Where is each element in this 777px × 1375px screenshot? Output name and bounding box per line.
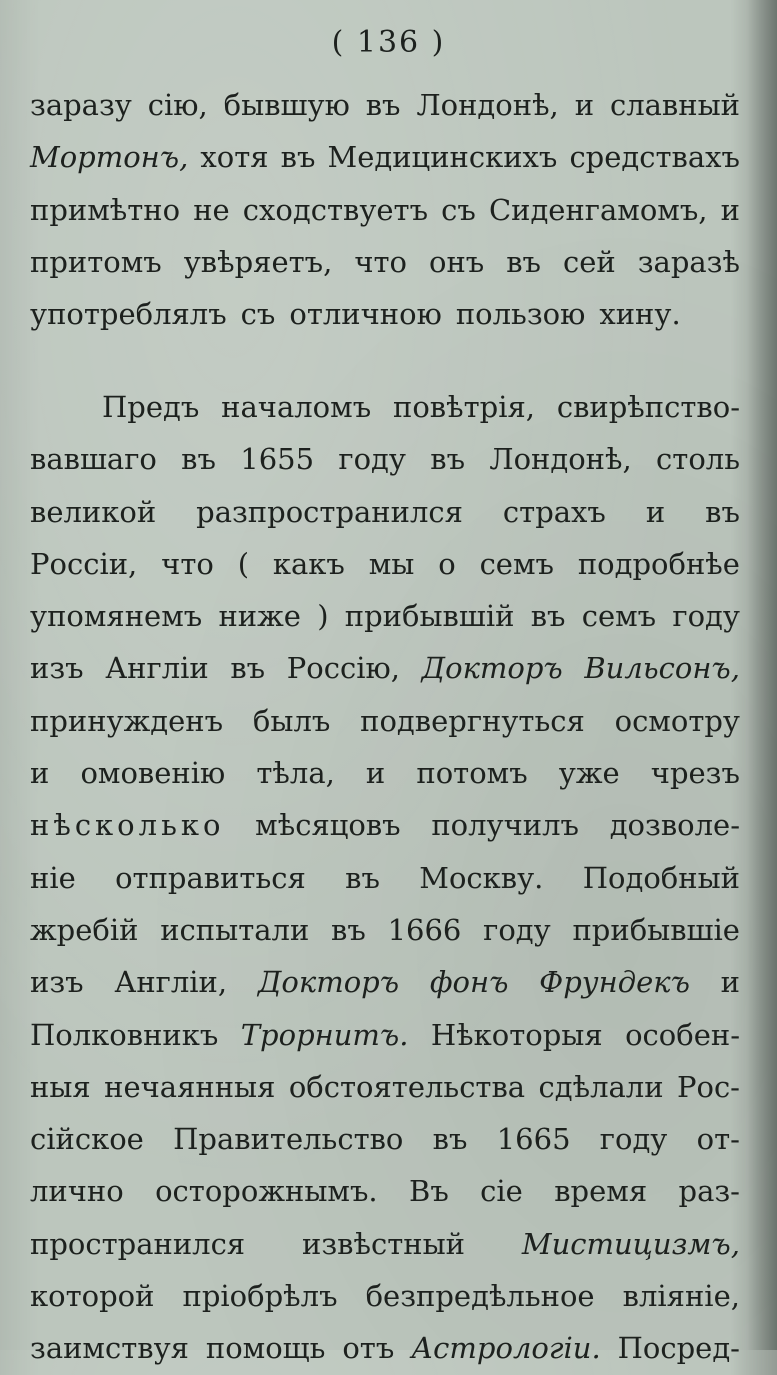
text-line <box>30 1113 740 1165</box>
text-line <box>30 852 740 904</box>
word: въ <box>506 244 542 279</box>
word: въ <box>230 651 266 686</box>
word: пространился <box>30 1226 246 1261</box>
word: 1655 <box>240 442 315 477</box>
word: Въ <box>409 1174 449 1209</box>
word: нѣсколько <box>30 808 225 843</box>
paragraph-1 <box>30 79 740 340</box>
word: заразѣ <box>637 244 740 279</box>
word: помощь <box>205 1331 326 1366</box>
word: повѣтрія, <box>393 390 535 424</box>
word: подвергнуться <box>360 703 585 738</box>
text-line <box>30 1322 740 1374</box>
text-line <box>30 79 740 131</box>
text-line <box>30 381 740 433</box>
word: Посред- <box>617 1331 740 1366</box>
word: свирѣпство- <box>556 390 740 424</box>
word: что <box>354 244 408 279</box>
text-line <box>30 1218 740 1270</box>
word: изъ <box>30 965 84 1000</box>
text-line <box>30 904 740 956</box>
word: Трорнитъ. <box>240 1017 409 1052</box>
word: столь <box>656 442 740 477</box>
text-line <box>30 1061 740 1113</box>
word: отъ <box>342 1331 395 1366</box>
word: въ <box>705 494 740 529</box>
word: лично <box>30 1174 124 1209</box>
word: отличною <box>289 297 442 332</box>
text-line <box>30 642 740 694</box>
word: въ <box>331 912 366 947</box>
word: хину. <box>599 297 681 332</box>
word: вавшаго <box>30 442 157 477</box>
word: изъ <box>30 651 84 686</box>
word: притомъ <box>30 244 162 279</box>
word: ныя <box>30 1069 91 1104</box>
word: Англіи <box>105 651 209 686</box>
word: особен- <box>625 1017 740 1052</box>
word: потомъ <box>416 756 528 791</box>
word: и <box>720 965 740 1000</box>
word: бывшую <box>223 88 350 122</box>
word: от- <box>696 1122 740 1157</box>
word: извѣстный <box>302 1226 465 1261</box>
word: Докторъ <box>421 651 563 686</box>
word: Лондонѣ, <box>489 442 632 477</box>
word: обстоятельства <box>288 1069 526 1104</box>
word: въ <box>430 442 466 477</box>
word: подробнѣе <box>577 546 740 581</box>
word: въ <box>365 88 401 122</box>
word: Рос- <box>676 1069 740 1104</box>
word: употреблялъ <box>30 297 227 332</box>
word: Астрологіи. <box>411 1331 601 1366</box>
word: Медицинскихъ <box>327 140 558 175</box>
word: Москву. <box>419 860 544 895</box>
word: былъ <box>252 703 331 738</box>
word: 1665 <box>496 1122 571 1157</box>
text-line <box>30 433 740 485</box>
word: ) <box>317 599 329 634</box>
word: Докторъ <box>257 965 400 1000</box>
word: мѣсяцовъ <box>255 808 401 843</box>
word: и <box>645 494 666 529</box>
word: Подобный <box>582 860 740 895</box>
word: жребій <box>30 912 139 947</box>
word: въ <box>432 1122 468 1157</box>
word: принужденъ <box>30 703 224 738</box>
word: хотя <box>200 140 269 175</box>
text-line <box>30 538 740 590</box>
word: отправиться <box>115 860 306 895</box>
word: въ <box>530 599 566 634</box>
word: ніе <box>30 860 76 895</box>
word: заимствуя <box>30 1331 189 1366</box>
word: и <box>720 192 740 227</box>
text-line <box>30 695 740 747</box>
word: Предъ <box>102 390 200 424</box>
text-line <box>30 590 740 642</box>
word: славный <box>609 88 740 122</box>
word: съ <box>240 297 276 332</box>
text-line <box>30 747 740 799</box>
text-line <box>30 131 740 183</box>
word: семъ <box>581 599 657 634</box>
word: и <box>30 756 50 791</box>
page-number: ( 136 ) <box>331 25 446 60</box>
word: въ <box>345 860 380 895</box>
word: Правительство <box>173 1122 404 1157</box>
word: прибывшіе <box>572 912 740 947</box>
word: сіе <box>480 1174 523 1209</box>
word: которой <box>30 1279 155 1314</box>
text-line <box>30 1270 740 1322</box>
word: Фрундекъ <box>539 965 690 1000</box>
word: время <box>554 1174 648 1209</box>
word: прибывшій <box>344 599 515 634</box>
word: безпредѣльное <box>365 1279 595 1314</box>
word: и <box>574 88 595 122</box>
word: омовенію <box>80 756 226 791</box>
word: великой <box>30 494 157 529</box>
word: году <box>672 599 740 634</box>
word: Россію, <box>286 651 400 686</box>
word: пріобрѣлъ <box>182 1279 338 1314</box>
word: сдѣлали <box>538 1069 664 1104</box>
word: году <box>599 1122 668 1157</box>
word: Лондонѣ, <box>416 88 559 122</box>
word: какъ <box>272 546 345 581</box>
word: году <box>338 442 406 477</box>
paragraph-2 <box>30 381 740 1375</box>
word: Полковникъ <box>30 1017 219 1052</box>
word: семъ <box>479 546 554 581</box>
word: осмотру <box>614 703 740 738</box>
word: мы <box>368 546 415 581</box>
word: въ <box>280 140 316 175</box>
word: увѣряетъ, <box>183 244 333 279</box>
text-line <box>30 1009 740 1061</box>
word: сійское <box>30 1122 144 1157</box>
word: пользою <box>455 297 586 332</box>
word: испытали <box>160 912 310 947</box>
word: фонъ <box>429 965 509 1000</box>
word: Англіи, <box>114 965 228 1000</box>
word: примѣтно <box>30 192 181 227</box>
text-line <box>30 486 740 538</box>
word: вліяніе, <box>622 1279 740 1314</box>
word: уже <box>558 756 620 791</box>
word: чрезъ <box>650 756 740 791</box>
word: году <box>483 912 551 947</box>
word: Вильсонъ, <box>584 651 740 686</box>
text-line <box>30 288 740 340</box>
word: не <box>193 192 230 227</box>
word: сходствуетъ <box>242 192 429 227</box>
word: и <box>365 756 386 791</box>
text-line <box>30 799 740 851</box>
word: о <box>438 546 456 581</box>
word: 1666 <box>387 912 462 947</box>
word: заразу <box>30 88 132 122</box>
word: въ <box>181 442 216 477</box>
word: онъ <box>429 244 485 279</box>
word: упомянемъ <box>30 599 203 634</box>
word: началомъ <box>221 390 372 424</box>
word: съ <box>441 192 476 227</box>
word: средствахъ <box>569 140 740 175</box>
word: раз- <box>678 1174 740 1209</box>
word: Нѣкоторыя <box>430 1017 603 1052</box>
word: Россіи, <box>30 546 138 581</box>
text-line <box>30 184 740 236</box>
word: дозволе- <box>609 808 740 843</box>
word: Мортонъ, <box>30 140 189 175</box>
word: сей <box>563 244 616 279</box>
word: ( <box>237 546 250 581</box>
word: Сиденгамомъ, <box>488 192 708 227</box>
word: что <box>161 546 214 581</box>
word: разпространился <box>196 494 463 529</box>
word: осторожнымъ. <box>155 1174 378 1209</box>
word: страхъ <box>502 494 606 529</box>
word: нечаянныя <box>104 1069 276 1104</box>
word: ниже <box>218 599 301 634</box>
word: тѣла, <box>256 756 335 791</box>
word: сію, <box>147 88 208 122</box>
text-line <box>30 956 740 1008</box>
text-line <box>30 236 740 288</box>
text-line <box>30 1165 740 1217</box>
word: Мистицизмъ, <box>521 1226 740 1261</box>
word: получилъ <box>431 808 579 843</box>
page-edge-shadow <box>747 0 777 1350</box>
